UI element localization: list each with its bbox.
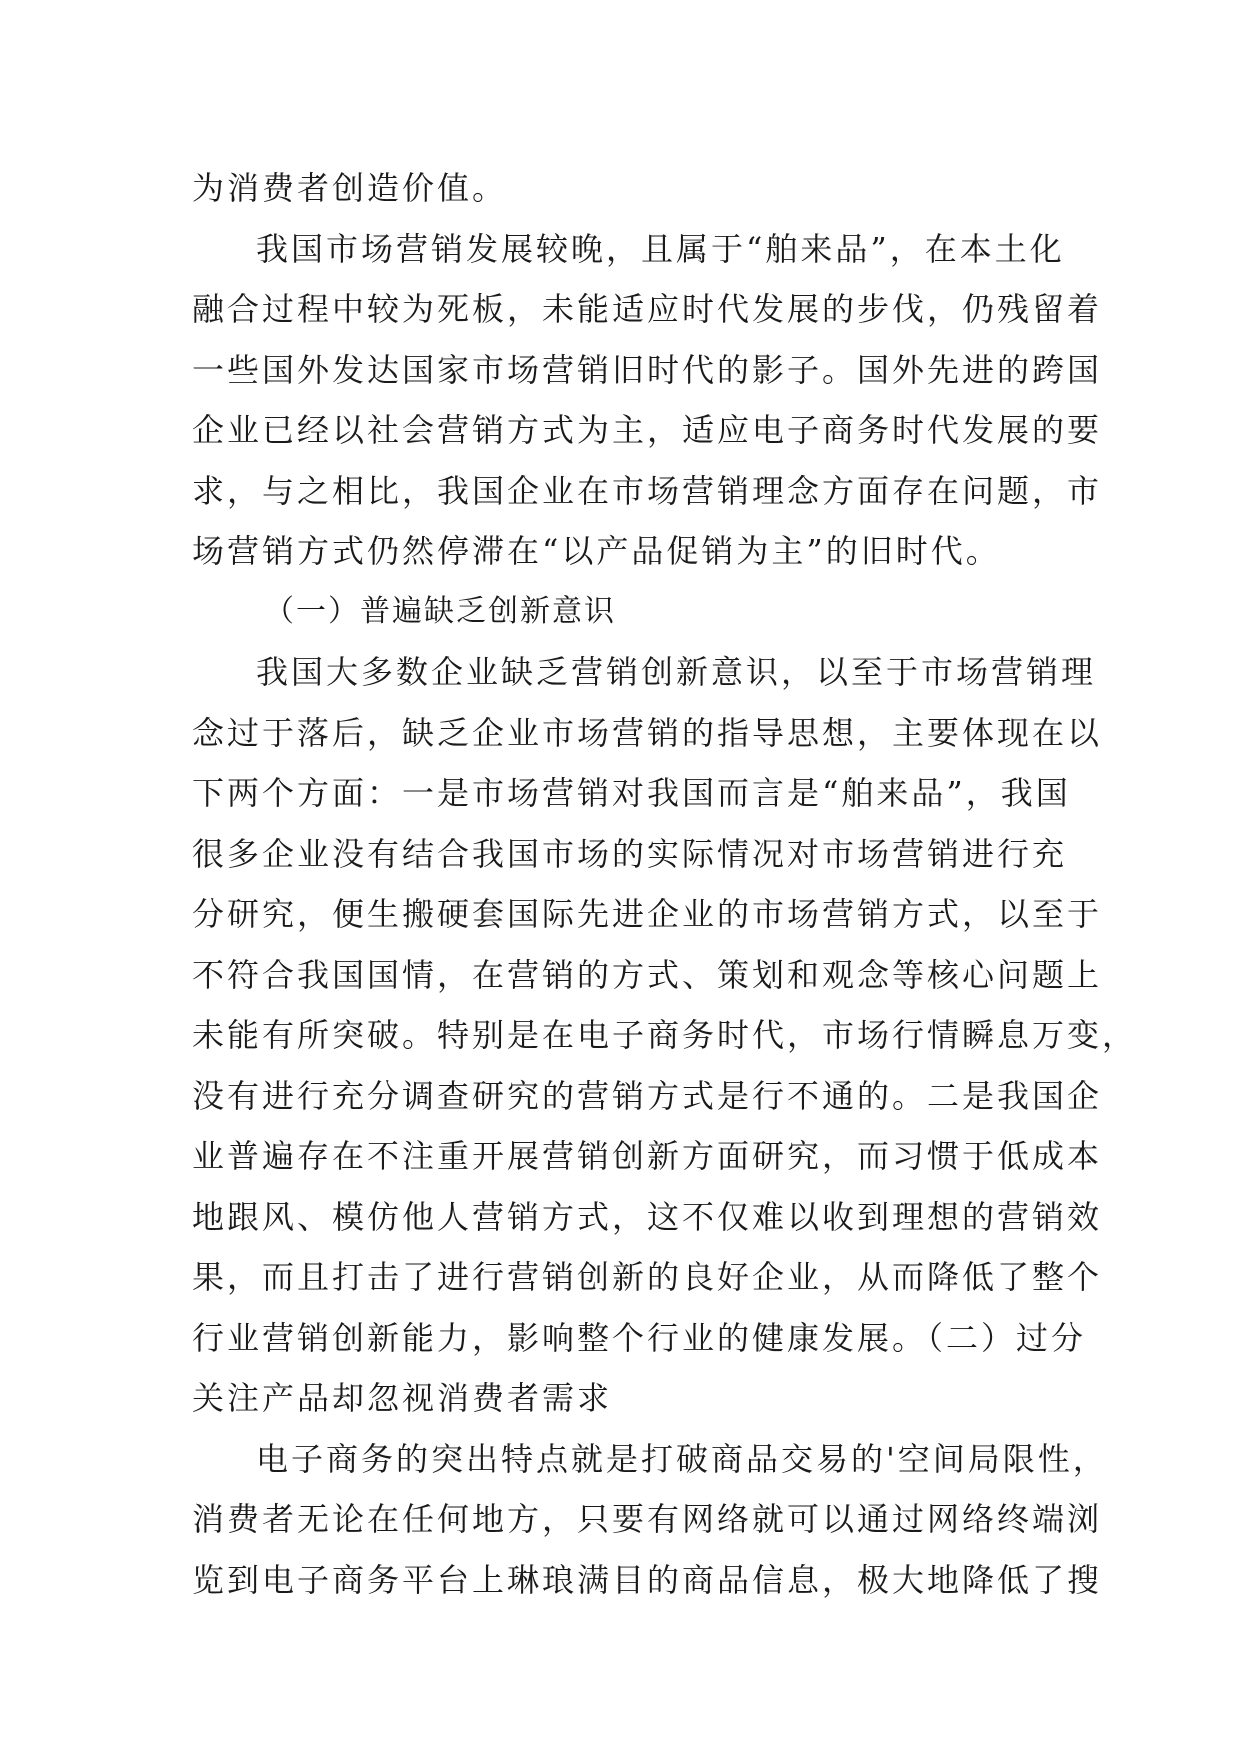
text-line: 地跟风、模仿他人营销方式，这不仅难以收到理想的营销效 bbox=[192, 1197, 1103, 1236]
text-line: 融合过程中较为死板，未能适应时代发展的步伐，仍残留着 bbox=[192, 290, 1103, 328]
text-line: 关注产品却忽视消费者需求 bbox=[192, 1379, 613, 1417]
text-line: 企业已经以社会营销方式为主，适应电子商务时代发展的要 bbox=[192, 411, 1103, 449]
text-line: 不符合我国国情，在营销的方式、策划和观念等核心问题上 bbox=[192, 955, 1103, 994]
text-line: 未能有所突破。特别是在电子商务时代，市场行情瞬息万变， bbox=[192, 1016, 1138, 1054]
text-line: 求，与之相比，我国企业在市场营销理念方面存在问题，市 bbox=[192, 471, 1103, 510]
text-line: 电子商务的突出特点就是打破商品交易的'空间局限性， bbox=[256, 1439, 1108, 1478]
text-line: 行业营销创新能力，影响整个行业的健康发展。（二）过分 bbox=[192, 1318, 1087, 1357]
section-heading: （一）普遍缺乏创新意识 bbox=[264, 593, 616, 629]
text-line: 场营销方式仍然停滞在“以产品促销为主”的旧时代。 bbox=[192, 532, 1001, 570]
text-line: 为消费者创造价值。 bbox=[192, 169, 508, 207]
text-line: 览到电子商务平台上琳琅满目的商品信息，极大地降低了搜 bbox=[192, 1560, 1103, 1599]
text-line: 我国大多数企业缺乏营销创新意识，以至于市场营销理 bbox=[256, 653, 1097, 691]
text-line: 下两个方面：一是市场营销对我国而言是“舶来品”，我国 bbox=[192, 774, 1071, 812]
text-line: 念过于落后，缺乏企业市场营销的指导思想，主要体现在以 bbox=[192, 713, 1103, 752]
text-line: 消费者无论在任何地方，只要有网络就可以通过网络终端浏 bbox=[192, 1500, 1103, 1538]
text-line: 分研究，便生搬硬套国际先进企业的市场营销方式，以至于 bbox=[192, 895, 1103, 933]
body-text bbox=[192, 158, 1138, 1610]
text-line: 我国市场营销发展较晚，且属于“舶来品”，在本土化 bbox=[256, 229, 1065, 268]
text-line: 没有进行充分调查研究的营销方式是行不通的。二是我国企 bbox=[192, 1076, 1103, 1115]
text-line: 一些国外发达国家市场营销旧时代的影子。国外先进的跨国 bbox=[192, 350, 1103, 389]
text-line: 很多企业没有结合我国市场的实际情况对市场营销进行充 bbox=[192, 834, 1068, 873]
text-line: 业普遍存在不注重开展营销创新方面研究，而习惯于低成本 bbox=[192, 1137, 1103, 1175]
text-line: 果，而且打击了进行营销创新的良好企业，从而降低了整个 bbox=[192, 1258, 1103, 1296]
